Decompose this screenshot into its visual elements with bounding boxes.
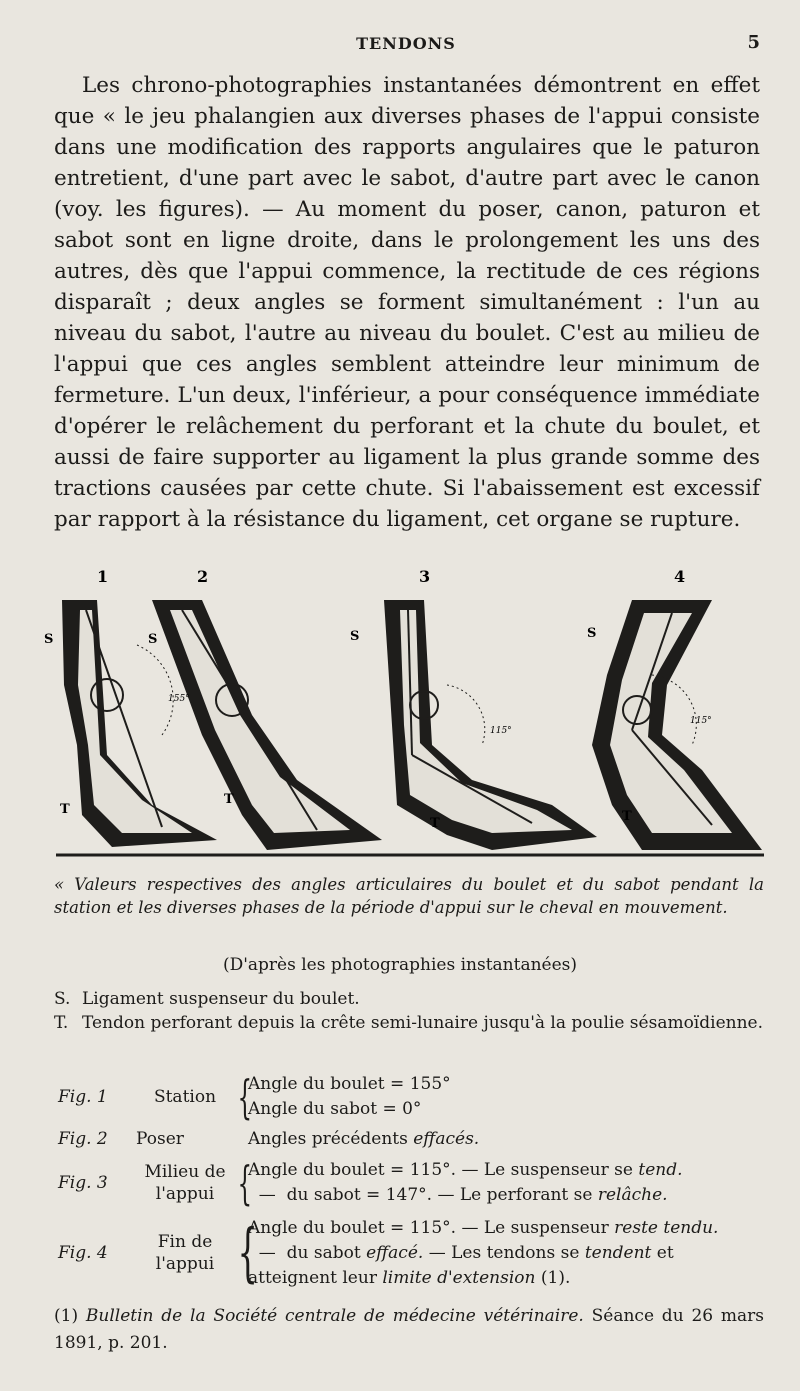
fig-4-line-2-text-b: — Les tendons se	[423, 1242, 585, 1263]
fig-2-text: Angles précédents	[248, 1128, 414, 1149]
fig-3-line-2	[248, 1183, 764, 1208]
panel-3-drawing	[384, 600, 597, 850]
legend-key-s: S.	[54, 989, 71, 1009]
panel-2-drawing	[152, 600, 382, 850]
figure-caption: « Valeurs respectives des angles articulaires du boulet et du sabot pendant la station et les diverses phases de la période d'appui sur le cheval en mouvement.	[54, 875, 764, 917]
fig-3-phase-b: l'appui	[155, 1184, 215, 1204]
fig-3-phase	[136, 1161, 234, 1205]
fig-row-3	[58, 1154, 764, 1212]
fig-4-line-2-text-c: et	[651, 1242, 674, 1263]
figure-legend	[54, 987, 766, 1035]
label-s-panel-3: S	[350, 629, 360, 644]
panel-number-4: 4	[674, 567, 686, 586]
legend-key-t: T.	[54, 1013, 69, 1033]
horse-foot-drawings	[44, 565, 764, 865]
fig-4-line-3-italic: limite d'extension	[382, 1267, 536, 1288]
label-s-panel-2: S	[148, 632, 158, 647]
fig-4-line-3	[248, 1266, 764, 1291]
label-t-panel-4: T	[622, 809, 632, 824]
fig-3-label: Fig. 3	[58, 1173, 108, 1193]
fig-row-2	[58, 1124, 764, 1154]
fig-3-line-1	[248, 1158, 764, 1183]
label-t-panel-1: T	[60, 802, 70, 817]
fig-1-line-2: Angle du sabot = 0°	[248, 1099, 422, 1119]
fig-4-line-2	[248, 1241, 764, 1266]
fig-2-label: Fig. 2	[58, 1129, 108, 1149]
angle-label-panel-4: 115°	[690, 716, 712, 726]
label-t-panel-2: T	[224, 792, 234, 807]
fig-4-line-1-italic: reste tendu.	[614, 1217, 719, 1238]
panel-number-3: 3	[419, 567, 431, 586]
fig-4-line-2-italic-a: effacé.	[366, 1242, 424, 1263]
fig-4-phase	[136, 1231, 234, 1275]
fig-1-lines	[248, 1072, 764, 1122]
footnote-source: Bulletin de la Société centrale de médecine vétérinaire.	[85, 1306, 584, 1326]
angle-label-panel-3: 115°	[490, 726, 512, 736]
legend-text-s: Ligament suspenseur du boulet.	[82, 989, 360, 1009]
brace-3: {	[237, 1156, 253, 1210]
fig-4-phase-b: l'appui	[155, 1254, 215, 1274]
fig-3-lines	[248, 1158, 764, 1208]
fig-4-lines	[248, 1216, 764, 1291]
fig-2-line	[248, 1127, 764, 1152]
figure-illustration	[44, 565, 764, 865]
figure-credit: (D'après les photographies instantanées)	[222, 955, 578, 975]
label-t-panel-3: T	[430, 816, 440, 831]
body-paragraph: Les chrono-photographies instantanées démontrent en effet que « le jeu phalangien aux diverses phases de l'appui consiste dans une modification des rapports angulaires que le paturon entretient, d'une part avec le sabot, d'autre part avec le canon (voy. les figures). — Au moment du poser, canon, paturon et sabot sont en ligne droite, dans le prolongement les uns des autres, dès que l'appui commence, la rectitude de ces régions disparaît ; deux angles se forment simultanément : l'un au niveau du sabot, l'autre au niveau du boulet. C'est au milieu de l'appui que ces angles semblent atteindre leur minimum de fermeture. L'un deux, l'inférieur, a pour conséquence immédiate d'opérer le relâchement du perforant et la chute du boulet, et aussi de faire supporter au ligament la plus grande somme des tractions causées par cette chute. Si l'abaissement est excessif par rapport à la résistance du ligament, cet organe se rupture.	[54, 73, 760, 532]
fig-row-1	[58, 1070, 764, 1124]
fig-1-label: Fig. 1	[58, 1087, 108, 1107]
page-header	[52, 30, 760, 60]
label-s-panel-4: S	[587, 626, 597, 641]
panel-4-drawing	[592, 600, 762, 850]
figure-explanation-table	[58, 1070, 764, 1294]
brace-4: {	[237, 1216, 258, 1290]
fig-4-label: Fig. 4	[58, 1243, 108, 1263]
panel-number-2: 2	[197, 567, 209, 586]
fig-4-line-2-italic-b: tendent	[584, 1242, 652, 1263]
fig-row-4	[58, 1212, 764, 1294]
legend-row-s	[54, 987, 766, 1011]
page-number: 5	[747, 32, 760, 53]
fig-3-line-1-italic: tend.	[638, 1160, 683, 1180]
brace-1: {	[237, 1070, 253, 1124]
fig-2-phase: Poser	[136, 1129, 184, 1149]
legend-text-t: Tendon perforant depuis la crête semi-lunaire jusqu'à la poulie sésamoïdienne.	[82, 1013, 763, 1033]
label-s-panel-1: S	[44, 632, 54, 647]
footnote-mark: (1)	[54, 1306, 79, 1326]
fig-4-line-3-text-b: (1).	[535, 1267, 571, 1288]
legend-row-t	[54, 1011, 766, 1035]
fig-3-phase-a: Milieu de	[144, 1162, 226, 1182]
fig-2-lines	[248, 1127, 764, 1152]
fig-4-line-2-text-a: — du sabot	[248, 1242, 367, 1263]
fig-4-line-1	[248, 1216, 764, 1241]
fig-3-line-1-text: Angle du boulet = 115°. — Le suspenseur se	[248, 1160, 639, 1180]
panel-number-1: 1	[97, 567, 109, 586]
fig-4-phase-a: Fin de	[157, 1232, 213, 1252]
angle-label-panel-1: 155°	[168, 694, 190, 704]
footnote	[54, 1303, 764, 1357]
fig-4-line-1-text: Angle du boulet = 115°. — Le suspenseur	[248, 1217, 615, 1238]
fig-3-line-2-text: — du sabot = 147°. — Le perforant se	[248, 1185, 598, 1205]
fig-2-text-italic: effacés.	[413, 1128, 480, 1149]
fig-1-line-1: Angle du boulet = 155°	[248, 1074, 451, 1094]
body-text	[54, 70, 760, 535]
fig-1-phase: Station	[153, 1087, 217, 1107]
fig-4-line-3-text-a: atteignent leur	[248, 1267, 383, 1288]
fig-3-line-2-italic: relâche.	[597, 1185, 668, 1205]
footnote-rest: Séance du 26 mars 1891, p. 201.	[54, 1306, 764, 1353]
running-title: TENDONS	[356, 34, 456, 53]
